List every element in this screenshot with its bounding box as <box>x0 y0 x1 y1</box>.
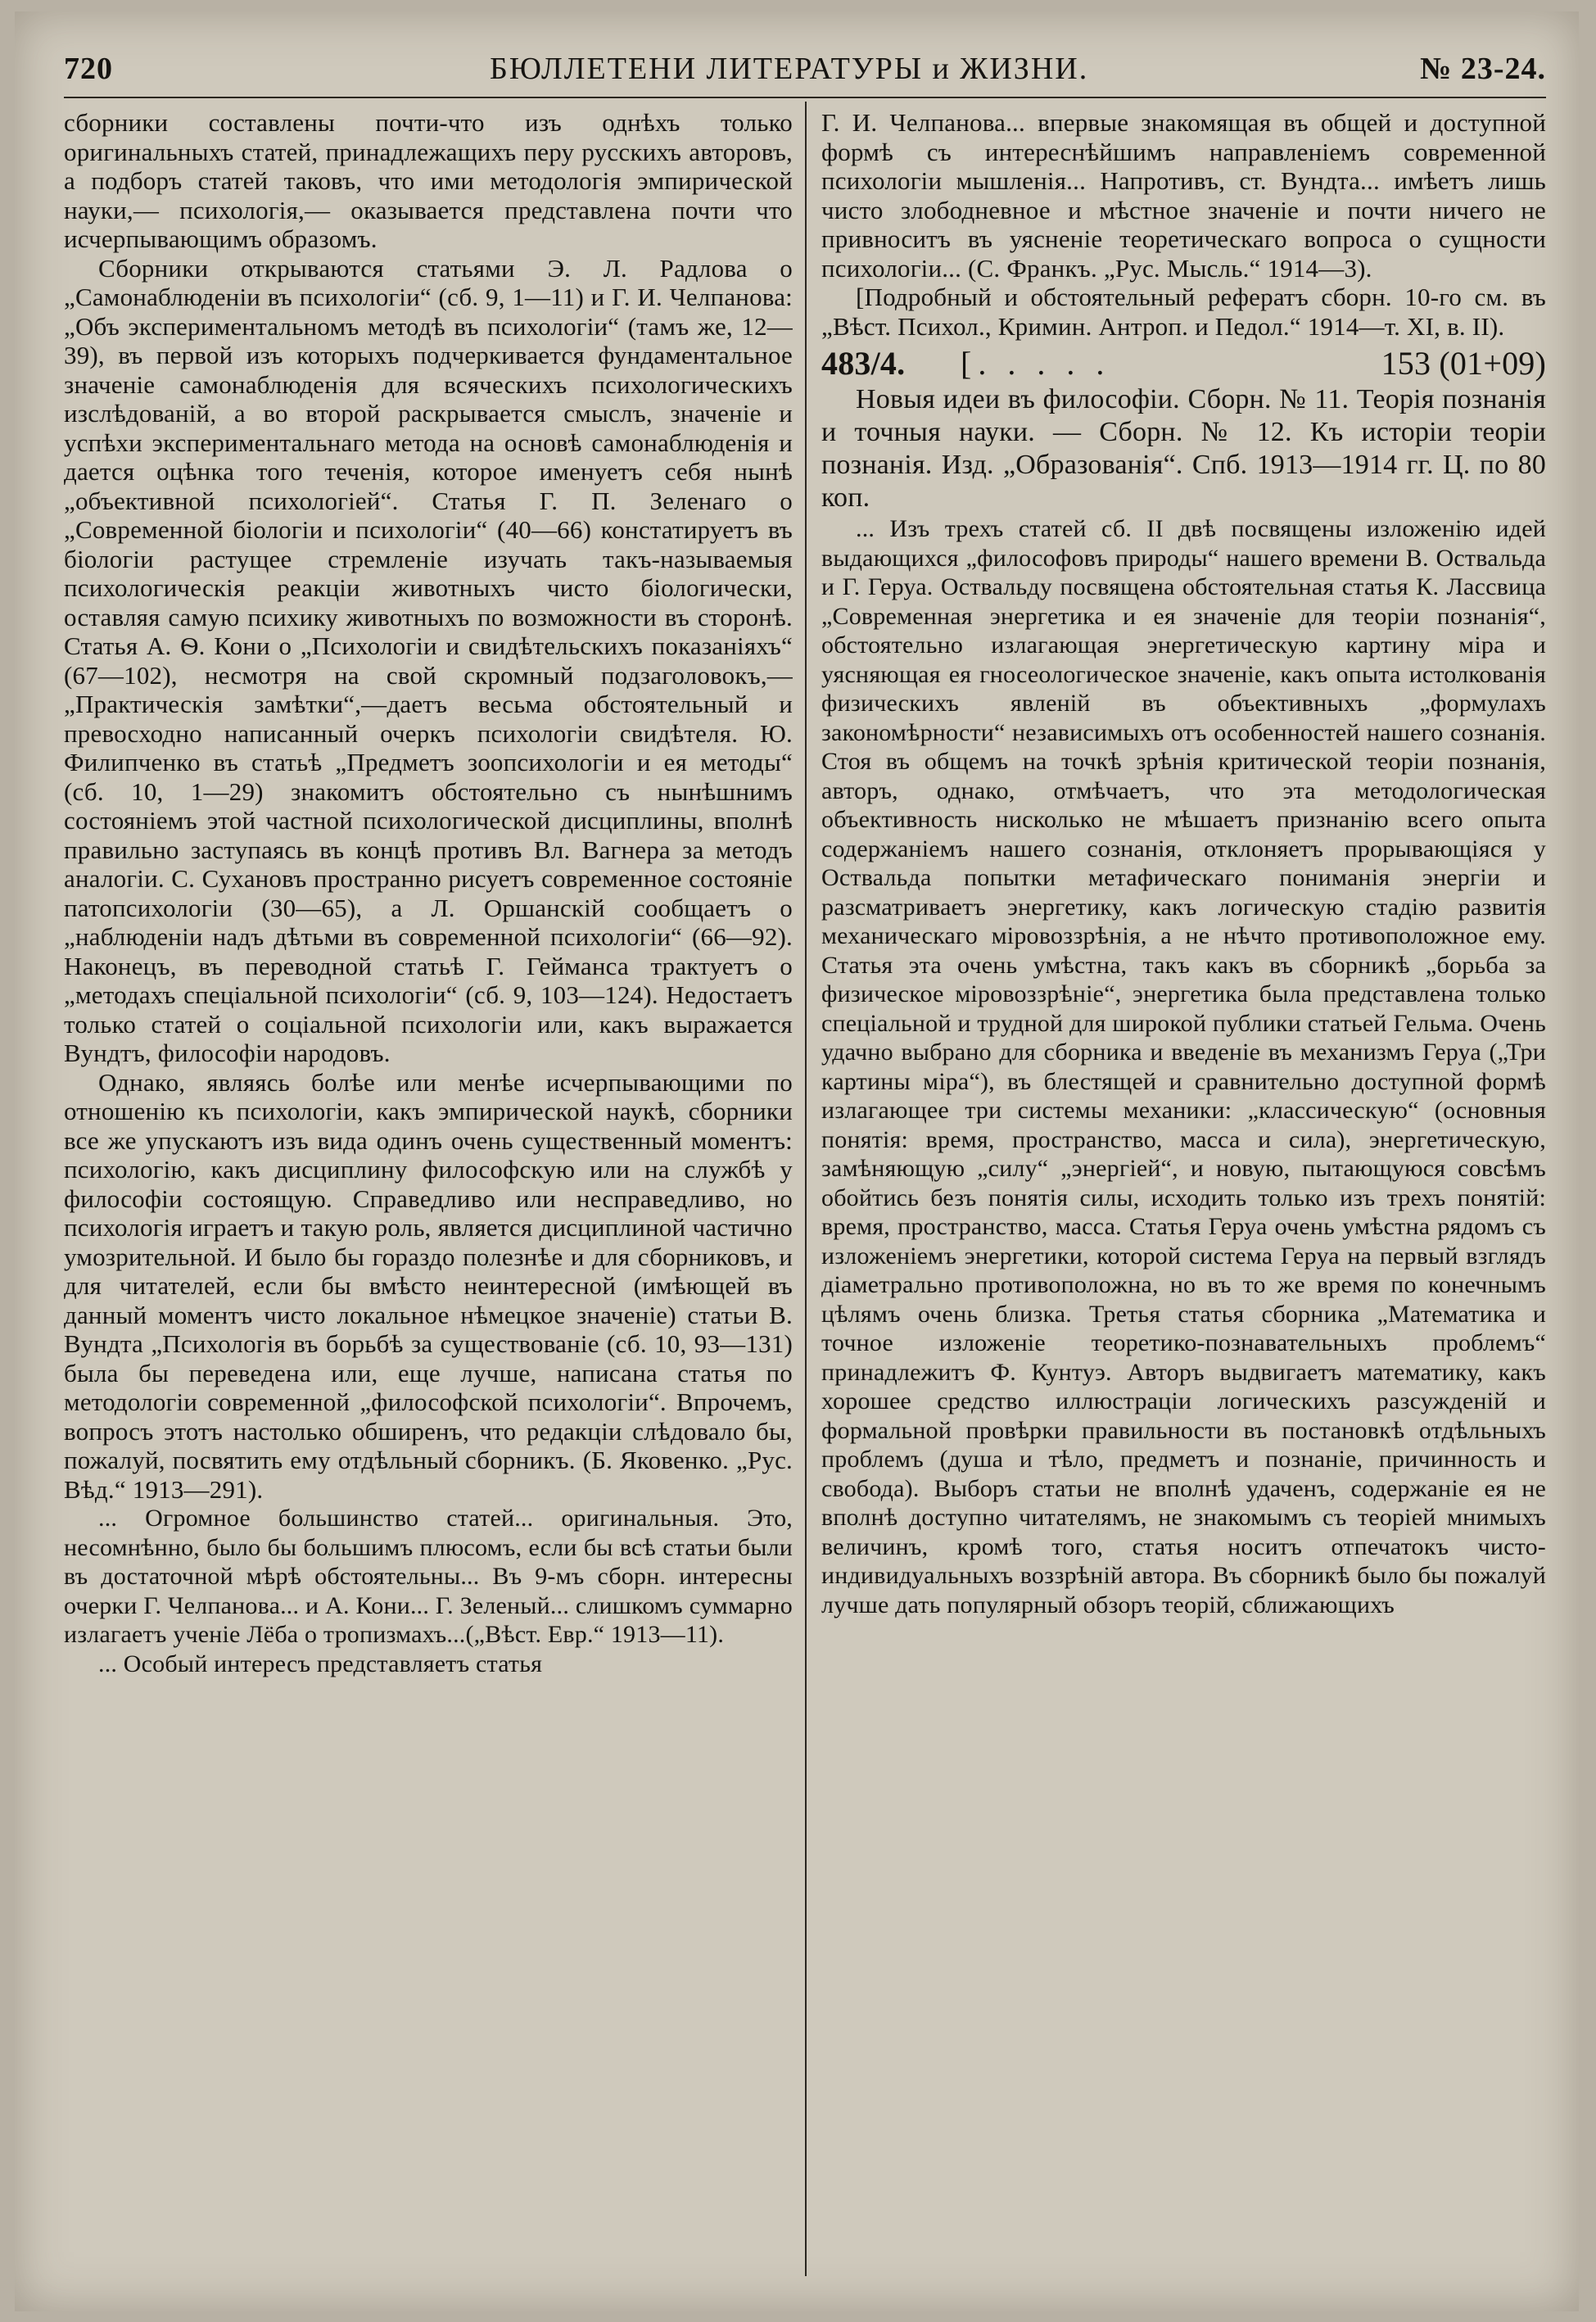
running-title: БЮЛЛЕТЕНИ ЛИТЕРАТУРЫ и ЖИЗНИ. <box>490 52 1089 86</box>
paragraph: [Подробный и обстоятельный рефератъ сборн. 10-го см. въ „Вѣст. Психол., Кримин. Антроп. и Педол.“ 1914—т. XI, в. II). <box>821 283 1546 341</box>
entry-number: 483/4. <box>821 345 906 382</box>
paragraph: ... Огромное большинство статей... оригинальныя. Это, несомнѣнно, было бы большимъ плюсомъ, если бы всѣ статьи были въ достаточной мѣрѣ обстоятельны... Въ 9-мъ сборн. интересны очерки Г. Челпанова... и А. Кони... Г. Зеленый... слишкомъ суммарно излагаетъ ученіе Лёба о тропизмахъ...(„Вѣст. Евр.“ 1913—11). <box>64 1505 793 1648</box>
book-page <box>15 11 1579 2311</box>
header-rule <box>64 97 1546 98</box>
paragraph: сборники составлены почти-что изъ однѣхъ только оригинальныхъ статей, принадлежащихъ перу русскихъ авторовъ, а подборъ статей таковъ, что ими методологія эмпирической науки,— психологія,— оказывается представлена почти что исчерпывающимъ образомъ. <box>64 108 793 253</box>
paragraph: ... Изъ трехъ статей сб. II двѣ посвящены изложенію идей выдающихся „философовъ природы“ нашего времени В. Оствальда и Г. Геруа. Оствальду посвящена обстоятельная статья К. Лассвица „Современная энергетика и ея значеніе для теоріи познанія“, обстоятельно излагающая энергетическую картину міра и уясняющая ея гносеологическое значеніе, какъ опыта истолкованія физическихъ явленій въ объективныхъ „формулахъ закономѣрности“ независимыхъ отъ особенностей нашего сознанія. Стоя въ общемъ на точкѣ зрѣнія критической теоріи познанія, авторъ, однако, отмѣчаетъ, что эта методологическая объективность нисколько не мѣшаетъ признанію всего опыта содержаніемъ нашего сознанія, отклоняетъ прорывающіяся у Оствальда попытки метафическаго пониманія энергіи и разсматриваетъ энергетику, какъ логическую стадію развитія механическаго міровоззрѣнія, а не нѣчто противоположное ему. Статья эта очень умѣстна, такъ какъ въ сборникѣ „борьба за физическое міровоззрѣніе“, энергетика была представлена только спеціальной и трудной для широкой публики статьей Гельма. Очень удачно выбрано для сборника и введеніе въ механизмъ Геруа („Три картины міра“), въ блестящей и сравнительно доступной формѣ излагающее три системы механики: „классическую“ (основныя понятія: время, пространство, масса и сила), энергетическую, замѣняющую „силу“ „энергіей“, и новую, пытающуюся совсѣмъ обойтись безъ понятія силы, исходить только изъ трехъ понятій: время, пространство, масса. Статья Геруа очень умѣстна рядомъ съ изложеніемъ энергетики, которой система Геруа на первый взглядъ діаметрально противоположна, но въ то же время по конечнымъ цѣлямъ очень близка. Третья статья сборника „Математика и точное изложеніе теоретико-познавательныхъ проблемъ“ принадлежитъ Ф. Кунтуэ. Авторъ выдвигаетъ математику, какъ хорошее средство иллюстраціи логическихъ разсужденій и формальной провѣрки правильности въ постановкѣ отдѣльныхъ проблемъ (душа и тѣло, предметъ и познаніе, причинность и свобода). Выборъ статьи не вполнѣ удаченъ, содержаніе ея не вполнѣ доступно читателямъ, не знакомымъ съ теоріей мнимыхъ величинъ, кромѣ того, статья носитъ отпечатокъ чисто-индивидуальныхъ воззрѣній автора. Въ сборникѣ было бы пожалуй лучше дать популярный обзоръ теорій, сближающихъ <box>821 515 1546 1618</box>
entry-marker: [. . . . . <box>961 345 1111 382</box>
entry-title: Новыя идеи въ философіи. Сборн. № 11. Теорія познанія и точныя науки. — Сборн. № 12. Къ исторіи теоріи познанія. Изд. „Образованія“. Спб. 1913—1914 гг. Ц. по 80 коп. <box>821 384 1546 513</box>
paragraph: Сборники открываются статьями Э. Л. Радлова о „Самонаблюденіи въ психологіи“ (сб. 9, 1—11) и Г. И. Челпанова: „Объ экспериментальномъ методѣ въ психологіи“ (тамъ же, 12—39), въ первой изъ которыхъ подчеркивается фундаментальное значеніе самонаблюденія для всяческихъ психологическихъ изслѣдованій, а во второй раскрывается смыслъ, значеніе и успѣхи экспериментальнаго метода на основѣ самонаблюденія и дается оцѣнка того теченія, которое именуетъ себя нынѣ „объективной психологіей“. Статья Г. П. Зеленаго о „Современной біологіи и психологіи“ (40—66) констатируетъ въ біологіи растущее стремленіе изучать такъ-называемыя психологическія реакціи животныхъ чисто біологически, оставляя самую психику животныхъ по возможности въ сторонѣ. Статья А. Ѳ. Кони о „Психологіи и свидѣтельскихъ показаніяхъ“ (67—102), несмотря на свой скромный подзаголовокъ,—„Практическія замѣтки“,—даетъ весьма обстоятельный и превосходно написанный очеркъ психологіи свидѣтеля. Ю. Филипченко въ статьѣ „Предметъ зоопсихологіи и ея методы“ (сб. 10, 1—29) знакомитъ обстоятельно съ нынѣшнимъ состояніемъ этой частной психологической дисциплины, вполнѣ правильно заступаясь въ концѣ противъ Вл. Вагнера за методъ аналогіи. С. Сухановъ пространно рисуетъ современное состояніе патопсихологіи (30—65), а Л. Оршанскій сообщаетъ о „наблюденіи надъ дѣтьми въ современной психологіи“ (66—92). Наконецъ, въ переводной статьѣ Г. Гейманса трактуетъ о „методахъ спеціальной психологіи“ (сб. 9, 103—124). Недостаетъ только статей о соціальной психологіи или, какъ выражается Вундтъ, философіи народовъ. <box>64 253 793 1067</box>
entry-heading <box>821 346 1546 382</box>
paragraph: ... Особый интересъ представляетъ статья <box>98 1650 543 1677</box>
page-header <box>64 51 1546 100</box>
paragraph: Г. И. Челпанова... впервые знакомящая въ общей и доступной формѣ съ интереснѣйшимъ направленіемъ современной психологіи мышленія... Напротивъ, ст. Вундта... имѣетъ лишь чисто злободневное и мѣстное значеніе и почти ничего не привноситъ въ уясненіе теоретическаго вопроса о сущности психологіи... (С. Франкъ. „Рус. Мысль.“ 1914—3). <box>821 108 1546 283</box>
left-column <box>64 108 793 1678</box>
paragraph: Однако, являясь болѣе или менѣе исчерпывающими по отношенію къ психологіи, какъ эмпирической наукѣ, сборники все же упускаютъ изъ вида одинъ очень существенный моментъ: психологію, какъ дисциплину философскую или на службѣ у философіи состоящую. Справедливо или несправедливо, но психологія играетъ и такую роль, является дисциплиной частично умозрительной. И было бы гораздо полезнѣе и для сборниковъ, и для читателей, если бы вмѣсто неинтересной (имѣющей въ данный моментъ чисто локальное нѣмецкое значеніе) статьи В. Вундта „Психологія въ борьбѣ за существованіе (сб. 10, 93—131) была бы переведена или, еще лучше, написана статья по методологіи современной „философской психологіи“. Впрочемъ, вопросъ этотъ настолько обширенъ, что редакціи слѣдовало бы, пожалуй, посвятить ему отдѣльный сборникъ. (Б. Яковенко. „Рус. Вѣд.“ 1913—291). <box>64 1067 793 1504</box>
classification-code: 153 (01+09) <box>1381 345 1546 382</box>
column-divider <box>805 102 807 2276</box>
right-column <box>821 108 1546 1619</box>
page-number: 720 <box>64 52 113 86</box>
issue-number: № 23-24. <box>1420 52 1546 86</box>
